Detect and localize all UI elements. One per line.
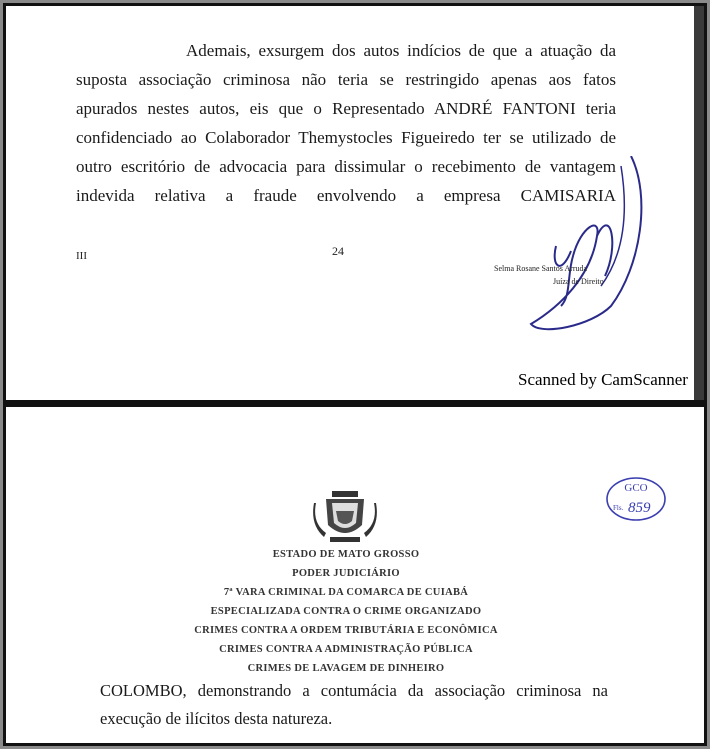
scanner-watermark: Scanned by CamScanner bbox=[518, 370, 688, 389]
stamp-number: 859 bbox=[628, 500, 651, 516]
header-line: PODER JUDICIÁRIO bbox=[292, 568, 400, 579]
header-line: 7ª VARA CRIMINAL DA COMARCA DE CUIABÁ bbox=[223, 587, 469, 598]
scan-edge bbox=[694, 6, 704, 400]
stamp-top-text: GCO bbox=[624, 482, 648, 494]
text-line: confidenciado ao Colaborador Themystocles Figueiredo ter se utilizado de bbox=[76, 128, 616, 147]
paragraph-bottom bbox=[100, 677, 608, 733]
text-line: apurados nestes autos, eis que o Representado ANDRÉ FANTONI teria bbox=[76, 99, 616, 118]
coat-of-arms-icon bbox=[312, 489, 378, 545]
court-header bbox=[136, 545, 556, 678]
document-page-bottom bbox=[6, 407, 704, 743]
signatory-name: Selma Rosane Santos Arruda bbox=[494, 264, 588, 273]
text-line: indevida relativa a fraude envolvendo a empresa CAMISARIA bbox=[76, 186, 616, 205]
header-line: CRIMES DE LAVAGEM DE DINHEIRO bbox=[247, 663, 445, 674]
header-line: CRIMES CONTRA A ADMINISTRAÇÃO PÚBLICA bbox=[219, 644, 473, 655]
header-line: ESTADO DE MATO GROSSO bbox=[272, 549, 420, 560]
text-line: outro escritório de advocacia para dissimular o recebimento de vantagem bbox=[76, 157, 616, 176]
text-line: Ademais, exsurgem dos autos indícios de que a atuação da bbox=[186, 41, 616, 60]
court-stamp bbox=[604, 475, 668, 523]
stamp-label: Fls. bbox=[613, 504, 624, 512]
handwritten-signature bbox=[501, 156, 661, 336]
header-line: CRIMES CONTRA A ORDEM TRIBUTÁRIA E ECONÔMICA bbox=[194, 625, 498, 636]
signatory-title: Juíza de Direito bbox=[553, 277, 604, 286]
header-line: ESPECIALIZADA CONTRA O CRIME ORGANIZADO bbox=[210, 606, 482, 617]
text-line: suposta associação criminosa não teria se restringido apenas aos fatos bbox=[76, 70, 616, 89]
text-line: COLOMBO, demonstrando a contumácia da associação criminosa na bbox=[100, 681, 608, 700]
text-line: execução de ilícitos desta natureza. bbox=[100, 709, 333, 728]
footer-initials: III bbox=[76, 250, 87, 262]
document-page-top bbox=[6, 6, 704, 400]
page-number: 24 bbox=[332, 244, 344, 258]
